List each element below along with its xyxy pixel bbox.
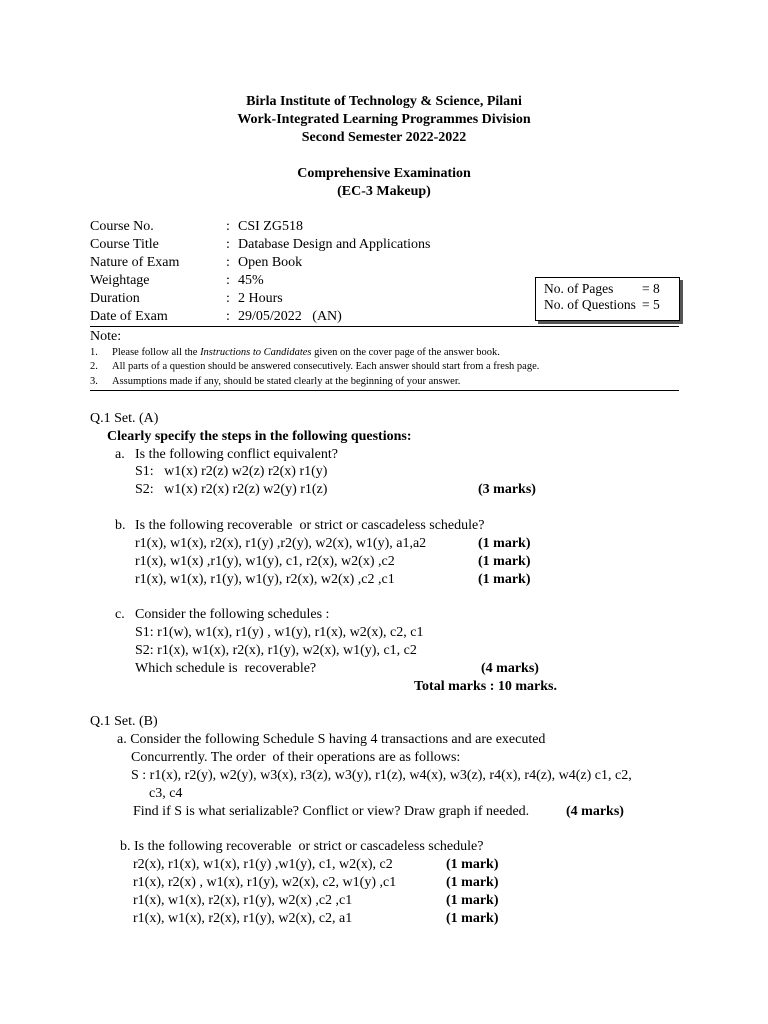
detail-value: 29/05/2022 (AN): [238, 309, 342, 324]
schedule-row: r2(x), r1(x), w1(x), r1(y) ,w1(y), c1, w2(x), c2: [133, 857, 393, 872]
exam-type: (EC-3 Makeup): [337, 184, 431, 199]
institute-name: Birla Institute of Technology & Science, Pilani: [246, 94, 522, 109]
marks: (1 mark): [478, 554, 531, 569]
marks: (4 marks): [566, 804, 624, 819]
total-marks: Total marks : 10 marks.: [414, 679, 557, 694]
schedule-row: r1(x), w1(x), r2(x), r1(y), w2(x) ,c2 ,c1: [133, 893, 353, 908]
detail-colon: :: [226, 237, 230, 252]
detail-colon: :: [226, 219, 230, 234]
questions-value: = 5: [642, 297, 660, 312]
division-name: Work-Integrated Learning Programmes Division: [237, 112, 531, 127]
q1b-a-line2: Concurrently. The order of their operations are as follows:: [131, 750, 461, 765]
detail-label: Date of Exam: [90, 309, 168, 324]
q1b-a-line3: S : r1(x), r2(y), w2(y), w3(x), r3(z), w3(y), r1(z), w4(x), w3(z), r4(x), r4(z), w4(z) c1, c2,: [131, 768, 632, 783]
detail-label: Duration: [90, 291, 140, 306]
q1a-a-label: a.: [115, 447, 125, 462]
q1a-c-s1: S1: r1(w), w1(x), r1(y) , w1(y), r1(x), w2(x), c2, c1: [135, 625, 424, 640]
q1a-b-text: Is the following recoverable or strict or cascadeless schedule?: [135, 518, 485, 533]
schedule-row: r1(x), w1(x), r2(x), r1(y) ,r2(y), w2(x), w1(y), a1,a2: [135, 536, 427, 551]
detail-value: Database Design and Applications: [238, 237, 431, 252]
q1a-a-s1: S1: w1(x) r2(z) w2(z) r2(x) r1(y): [135, 464, 328, 479]
schedule-row: r1(x), w1(x), r2(x), r1(y), w2(x), c2, a1: [133, 911, 353, 926]
q1a-title: Q.1 Set. (A): [90, 411, 159, 426]
marks: (1 mark): [446, 857, 499, 872]
detail-label: Course No.: [90, 219, 154, 234]
note-text: Please follow all the: [112, 347, 201, 358]
q1b-b-text: b. Is the following recoverable or strict or cascadeless schedule?: [120, 839, 484, 854]
note-3: Assumptions made if any, should be stated clearly at the beginning of your answer.: [112, 376, 461, 387]
q1b-a-question: Find if S is what serializable? Conflict or view? Draw graph if needed.: [133, 804, 530, 819]
detail-label: Nature of Exam: [90, 255, 180, 270]
q1a-c-s2: S2: r1(x), w1(x), r2(x), r1(y), w2(x), w1(y), c1, c2: [135, 643, 417, 658]
exam-title: Comprehensive Examination: [297, 166, 471, 181]
detail-value: Open Book: [238, 255, 303, 270]
note-heading: Note:: [90, 329, 122, 344]
detail-value: 45%: [238, 273, 264, 288]
note-1: [112, 347, 500, 358]
marks: (1 mark): [446, 875, 499, 890]
q1a-a-s2: S2: w1(x) r2(x) r2(z) w2(y) r1(z): [135, 482, 328, 497]
q1a-c-label: c.: [115, 607, 125, 622]
q1a-b-label: b.: [115, 518, 126, 533]
pages-value: = 8: [642, 281, 660, 296]
pages-label: No. of Pages: [544, 281, 614, 296]
marks: (1 mark): [446, 893, 499, 908]
note-emphasis: Instructions to Candidates: [200, 347, 312, 358]
marks: (4 marks): [481, 661, 539, 676]
detail-value: 2 Hours: [238, 291, 283, 306]
q1a-c-text: Consider the following schedules :: [135, 607, 330, 622]
marks: (3 marks): [478, 482, 536, 497]
marks: (1 mark): [478, 572, 531, 587]
q1b-title: Q.1 Set. (B): [90, 714, 158, 729]
divider: [90, 390, 679, 391]
detail-colon: :: [226, 255, 230, 270]
questions-label: No. of Questions: [544, 297, 636, 312]
schedule-row: r1(x), r2(x) , w1(x), r1(y), w2(x), c2, w1(y) ,c1: [133, 875, 397, 890]
schedule-row: r1(x), w1(x) ,r1(y), w1(y), c1, r2(x), w2(x) ,c2: [135, 554, 395, 569]
detail-colon: :: [226, 273, 230, 288]
note-number: 3.: [90, 376, 98, 387]
detail-colon: :: [226, 309, 230, 324]
marks: (1 mark): [446, 911, 499, 926]
semester: Second Semester 2022-2022: [301, 130, 467, 145]
note-text: given on the cover page of the answer book.: [311, 347, 500, 358]
detail-label: Weightage: [90, 273, 150, 288]
note-2: All parts of a question should be answered consecutively. Each answer should start from a fresh page.: [112, 361, 540, 372]
q1a-a-text: Is the following conflict equivalent?: [135, 447, 338, 462]
schedule-row: r1(x), w1(x), r1(y), w1(y), r2(x), w2(x) ,c2 ,c1: [135, 572, 395, 587]
q1b-a-line1: a. Consider the following Schedule S having 4 transactions and are executed: [117, 732, 546, 747]
q1a-instruction: Clearly specify the steps in the following questions:: [107, 429, 412, 444]
note-number: 1.: [90, 347, 98, 358]
q1b-a-line4: c3, c4: [149, 786, 183, 801]
detail-colon: :: [226, 291, 230, 306]
note-number: 2.: [90, 361, 98, 372]
detail-value: CSI ZG518: [238, 219, 303, 234]
detail-label: Course Title: [90, 237, 159, 252]
q1a-c-question: Which schedule is recoverable?: [135, 661, 317, 676]
divider: [90, 326, 679, 327]
marks: (1 mark): [478, 536, 531, 551]
